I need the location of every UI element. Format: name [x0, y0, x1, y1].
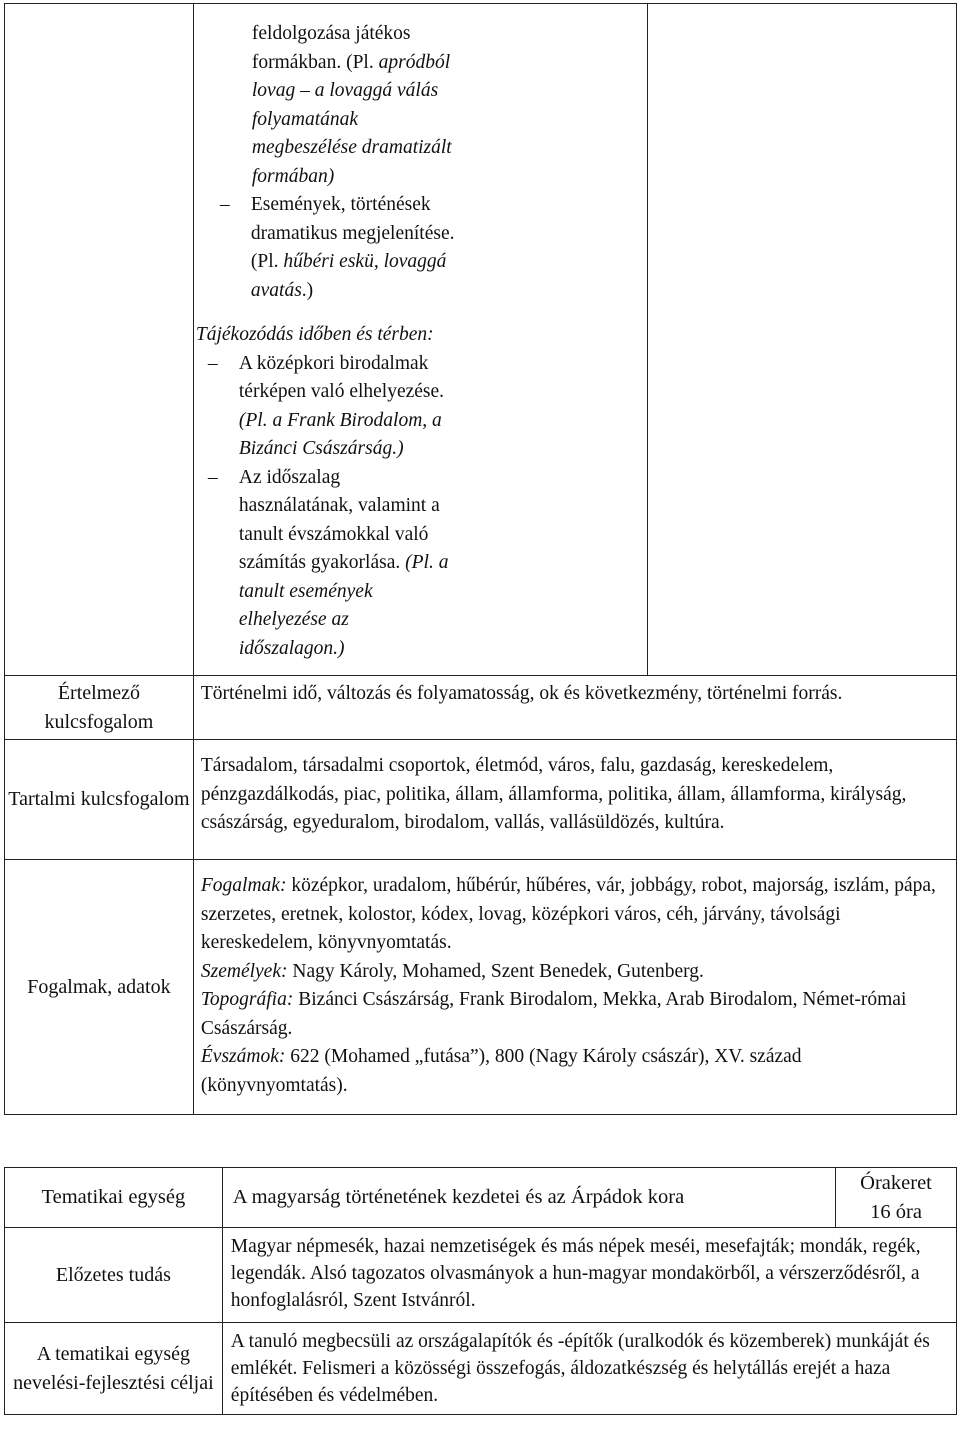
- curriculum-table-top: [4, 3, 957, 1115]
- dash-bullet: –: [207, 352, 218, 374]
- dash-item-line: Az időszalag: [238, 466, 341, 488]
- goals-label: A tematikai egység nevelési-fejlesztési céljai: [5, 1323, 223, 1415]
- dash-item-line: Események, történések: [250, 194, 431, 215]
- dash-bullet: –: [207, 466, 218, 488]
- interpretive-concept-label: Értelmező kulcsfogalom: [5, 676, 194, 740]
- concepts-data-cell: [193, 860, 956, 1115]
- curriculum-table-unit: [4, 1167, 957, 1415]
- dash-item-line: Bizánci Császárság.): [238, 438, 404, 459]
- concepts-data-label: Fogalmak, adatok: [5, 860, 194, 1115]
- unit-label: Tematikai egység: [5, 1168, 223, 1228]
- activity-line: lovag – a lovaggá válás: [251, 80, 439, 101]
- activity-line: formában): [251, 165, 335, 187]
- dash-item-line: (Pl. hűbéri eskü, lovaggá: [250, 251, 447, 272]
- dash-item-line: időszalagon.): [238, 637, 345, 659]
- dash-item-line: A középkori birodalmak: [238, 352, 429, 374]
- dash-bullet: –: [219, 194, 230, 215]
- dash-item-line: (Pl. a Frank Birodalom, a: [238, 409, 442, 431]
- dash-item: [204, 464, 636, 664]
- activity-line: folyamatának: [251, 108, 359, 130]
- orientation-heading: Tájékozódás időben és térben:: [195, 324, 434, 345]
- activities-cell: [193, 4, 648, 676]
- dash-item-line: használatának, valamint a: [238, 495, 440, 516]
- dash-item-line: dramatikus megjelenítése.: [250, 222, 455, 244]
- activity-line: megbeszélése dramatizált: [251, 137, 452, 158]
- dash-item: [216, 191, 636, 305]
- prior-knowledge-text: Magyar népmesék, hazai nemzetiségek és más népek meséi, mesefajták; mondák, regék, legendák. Alsó tagozatos olvasmányok a hun-magyar mondakörből, a vérszerződésről, a honfoglalásról, Szent Istvánról.: [222, 1228, 956, 1323]
- dash-item-line: térképen való elhelyezése.: [238, 381, 445, 402]
- empty-right-cell: [648, 4, 957, 676]
- interpretive-concept-text: Történelmi idő, változás és folyamatosság, ok és következmény, történelmi forrás.: [193, 676, 956, 740]
- goals-text: A tanuló megbecsüli az országalapítók és -építők (uralkodók és közemberek) munkáját és emlékét. Felismeri a közösségi összefogás, áldozatkészség és helytállás erejét a haza építésében és védelmében.: [222, 1323, 956, 1415]
- content-concept-label: Tartalmi kulcsfogalom: [5, 740, 194, 860]
- dates-line: Évszámok: 622 (Mohamed „futása”), 800 (Nagy Károly császár), XV. század (könyvnyomtatás).: [200, 1046, 802, 1096]
- concepts-line: Fogalmak: középkor, uradalom, hűbérúr, hűbéres, vár, jobbágy, robot, majorság, iszlám, pápa, szerzetes, eretnek, kolostor, kódex, lovag, középkori város, céh, járvány, távolsági kereskedelem, könyvnyomtatás.: [200, 875, 936, 953]
- unit-title: A magyarság történetének kezdetei és az Árpádok kora: [222, 1168, 835, 1228]
- dash-item-line: tanult események: [238, 580, 373, 602]
- activity-line: feldolgozása játékos: [251, 23, 411, 44]
- hours-value: 16 óra: [870, 1200, 922, 1223]
- content-concept-text: Társadalom, társadalmi csoportok, életmód, város, falu, gazdaság, kereskedelem, pénzgazdálkodás, piac, politika, állam, államforma, politika, állam, államforma, királyság, császárság, egyeduralom, birodalom, vallás, vallásüldözés, kultúra.: [193, 740, 956, 860]
- dash-item-line: számítás gyakorlása. (Pl. a: [238, 552, 449, 573]
- persons-line: Személyek: Nagy Károly, Mohamed, Szent Benedek, Gutenberg.: [200, 960, 704, 982]
- dash-item-line: elhelyezése az: [238, 609, 349, 630]
- empty-left-cell: [5, 4, 194, 676]
- prior-knowledge-label: Előzetes tudás: [5, 1228, 223, 1323]
- activity-line-mixed: formákban. (Pl. apródból: [251, 51, 451, 73]
- hours-cell: [836, 1168, 957, 1228]
- dash-item: [204, 350, 636, 464]
- hours-label: Órakeret: [860, 1172, 932, 1194]
- topography-line: Topográfia: Bizánci Császárság, Frank Birodalom, Mekka, Arab Birodalom, Német-római Császárság.: [200, 989, 907, 1039]
- dash-item-line: avatás.): [250, 279, 314, 301]
- dash-item-line: tanult évszámokkal való: [238, 523, 429, 545]
